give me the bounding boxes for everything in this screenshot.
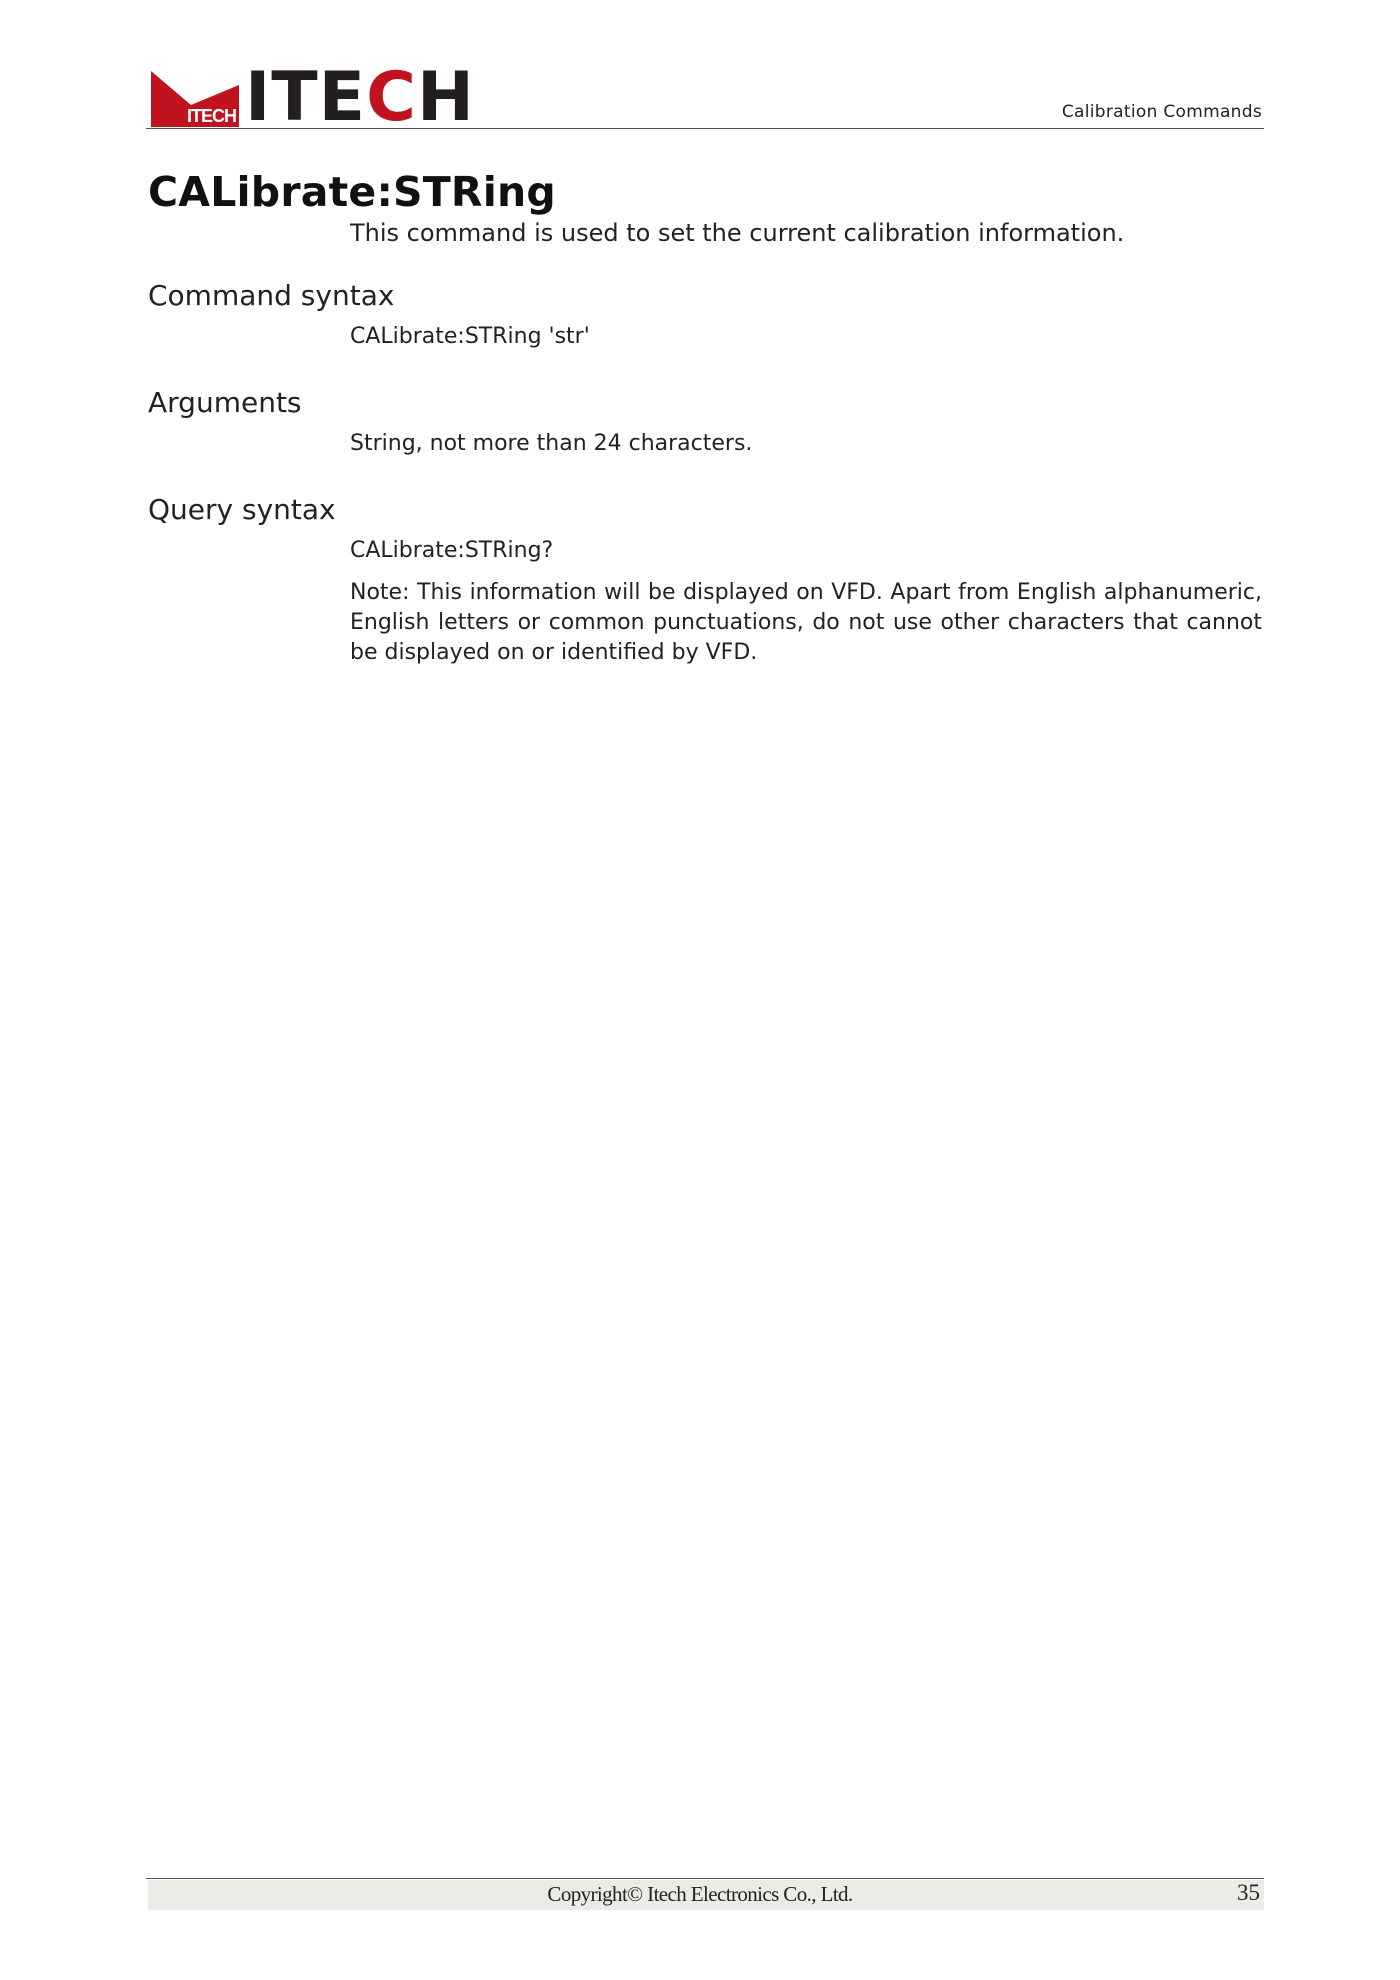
footer-copyright: Copyright© Itech Electronics Co., Ltd. (547, 1882, 853, 1906)
itech-logo-mark (151, 71, 239, 127)
logo-mark-text: ITECH (187, 106, 236, 126)
logo-word-part2: C (366, 58, 418, 137)
query-syntax-section (148, 492, 1264, 668)
itech-logo (151, 58, 475, 137)
arguments-heading: Arguments (148, 386, 302, 419)
logo-word-part3: H (417, 58, 475, 137)
page-header (146, 58, 1264, 137)
query-note: Note: This information will be displayed on VFD. Apart from English alphanumeric, English letters or common punctuations, do not use other characters that cannot be displayed on or identified by VFD. (350, 580, 1262, 665)
command-syntax-section (148, 278, 1264, 352)
command-summary: This command is used to set the current calibration information. (350, 219, 1125, 247)
command-syntax-text: CALibrate:STRing 'str' (350, 324, 590, 349)
footer-divider (146, 1878, 1264, 1879)
query-syntax-text: CALibrate:STRing? (350, 538, 554, 563)
query-syntax-heading: Query syntax (148, 493, 336, 526)
command-syntax-heading: Command syntax (148, 279, 395, 312)
header-divider (146, 128, 1264, 129)
arguments-text: String, not more than 24 characters. (350, 431, 753, 456)
page-number: 35 (1237, 1880, 1260, 1905)
arguments-section (148, 385, 1264, 459)
running-header-title: Calibration Commands (1061, 102, 1262, 122)
logo-word-part1: ITE (245, 58, 367, 137)
logo-wordmark (245, 58, 475, 137)
page-content (148, 166, 1264, 668)
command-title: CALibrate:STRing (148, 168, 556, 216)
